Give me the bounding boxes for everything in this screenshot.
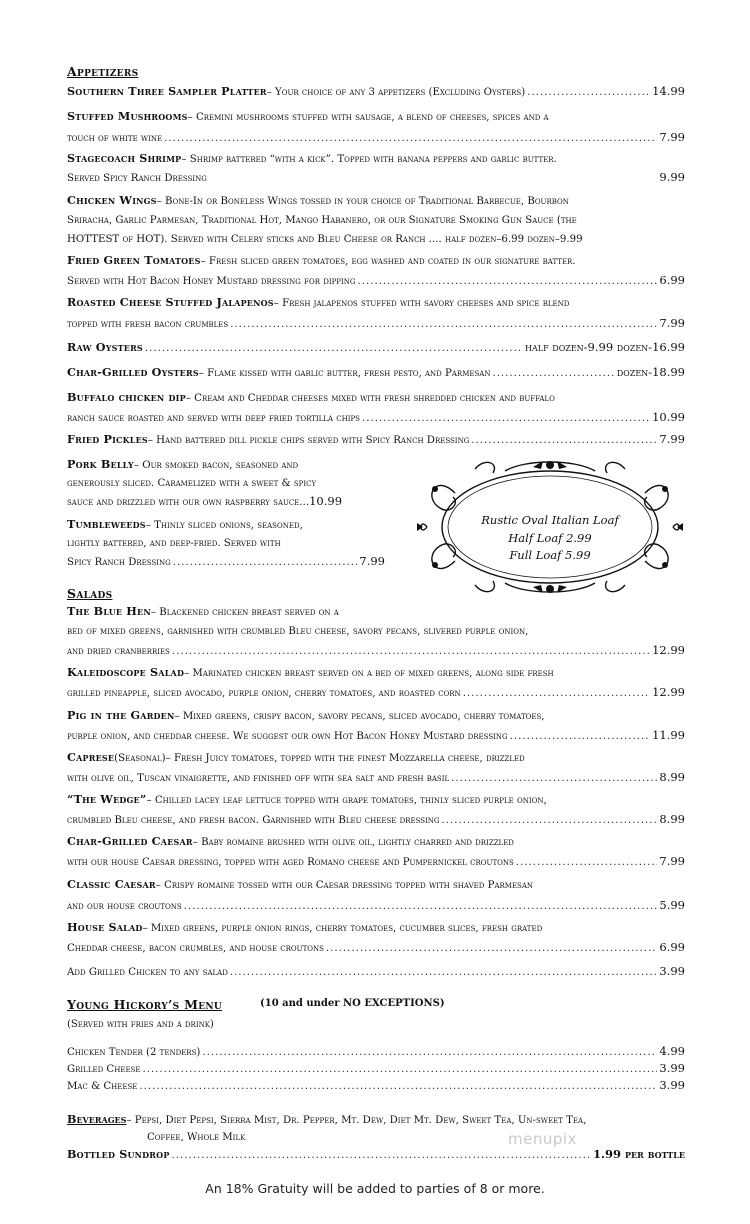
item-desc: with olive oil, Tuscan vinaigrette, and finished off with sea salt and fresh basil — [67, 773, 450, 784]
item-desc: – Chilled lacey leaf lettuce topped with grape tomatoes, thinly sliced purple onion, — [146, 795, 547, 806]
item-desc: HOTTEST of HOT). Served with Celery sticks and Bleu Cheese or Ranch .... half dozen–6.99 dozen–9.99 — [67, 234, 583, 245]
item-desc: – Flame kissed with garlic butter, fresh pesto, and Parmesan — [198, 368, 491, 379]
item-desc: ranch sauce roasted and served with deep fried tortilla chips — [67, 413, 360, 424]
kids-item-chicken-tender — [67, 1043, 685, 1061]
item-price: 6.99 — [659, 273, 685, 287]
item-price: 1.99 per bottle — [592, 1147, 685, 1161]
item-price: 12.99 — [652, 685, 685, 699]
menu-item-caprese — [67, 749, 685, 787]
item-name: Pork Belly — [67, 457, 134, 471]
item-name: The Blue Hen — [67, 604, 151, 618]
dot-leader — [164, 130, 657, 147]
dot-leader — [202, 1044, 657, 1061]
item-desc: topped with fresh bacon crumbles — [67, 319, 229, 330]
item-desc: touch of white wine — [67, 133, 163, 144]
item-name: Classic Caesar — [67, 877, 156, 891]
item-name: Char-Grilled Oysters — [67, 365, 199, 379]
item-desc: grilled pineapple, sliced avocado, purple onion, cherry tomatoes, and roasted corn — [67, 688, 461, 699]
dot-leader — [142, 1061, 657, 1078]
menu-item-stagecoach-shrimp — [67, 150, 685, 187]
menu-item-pig-in-the-garden — [67, 707, 685, 745]
item-desc: – Mixed greens, purple onion rings, cherry tomatoes, cucumber slices, fresh grated — [142, 923, 543, 934]
dot-leader — [358, 273, 658, 290]
item-desc: – Blackened chicken breast served on a — [150, 607, 339, 618]
menu-item-blue-hen — [67, 603, 685, 660]
beverages-section — [67, 1111, 685, 1164]
beverages-desc: – Pepsi, Diet Pepsi, Sierra Mist, Dr. Pepper, Mt. Dew, Diet Mt. Dew, Sweet Tea, Un-sweet Tea, — [126, 1115, 587, 1126]
item-name: Stuffed Mushrooms — [67, 109, 188, 123]
kids-item-mac-cheese — [67, 1077, 685, 1095]
item-name: Bottled Sundrop — [67, 1147, 170, 1161]
item-price: 4.99 — [659, 1044, 685, 1058]
item-price: 3.99 — [659, 1078, 685, 1092]
dot-leader — [442, 812, 658, 829]
menu-item-buffalo-chicken-dip — [67, 389, 685, 427]
dot-leader — [471, 432, 657, 449]
item-desc: – Your choice of any 3 appetizers (Excluding Oysters) — [266, 87, 526, 98]
item-desc: and our house croutons — [67, 901, 182, 912]
menu-item-pork-belly — [67, 456, 392, 511]
menu-item-tumbleweeds — [67, 516, 385, 571]
dot-leader — [326, 940, 657, 957]
item-name: Raw Oysters — [67, 340, 143, 354]
item-price: 6.99 — [659, 940, 685, 954]
item-price: 3.99 — [659, 964, 685, 978]
item-name: Southern Three Sampler Platter — [67, 84, 267, 98]
menu-item-southern-sampler — [67, 83, 685, 101]
dot-leader — [230, 964, 658, 981]
dot-leader — [184, 898, 658, 915]
bread-frame — [415, 453, 685, 601]
dot-leader — [516, 854, 658, 871]
watermark: menupix — [508, 1130, 577, 1148]
item-desc: bed of mixed greens, garnished with crumbled Bleu cheese, savory pecans, slivered purple onion, — [67, 626, 529, 637]
item-name: Kaleidoscope Salad — [67, 665, 185, 679]
item-price: 5.99 — [659, 898, 685, 912]
item-desc: – Mixed greens, crispy bacon, savory pecans, sliced avocado, cherry tomatoes, — [174, 711, 545, 722]
bread-title: Rustic Oval Italian Loaf — [481, 513, 619, 527]
item-name: Pig in the Garden — [67, 708, 175, 722]
item-desc: Cheddar cheese, bacon crumbles, and house croutons — [67, 943, 324, 954]
item-desc: lightly battered, and deep-fried. Served with — [67, 538, 281, 549]
item-price: half dozen-9.99 dozen-16.99 — [525, 340, 685, 354]
item-desc: – Cremini mushrooms stuffed with sausage, a blend of cheeses, spices and a — [187, 112, 549, 123]
beverages-title: Beverages — [67, 1112, 127, 1126]
appetizers-title: Appetizers — [67, 64, 139, 79]
item-desc: – Shrimp battered “with a kick”. Topped with banana peppers and garlic butter. — [181, 154, 557, 165]
item-price: 14.99 — [652, 84, 685, 98]
item-name: House Salad — [67, 920, 143, 934]
menu-item-classic-caesar — [67, 876, 685, 915]
item-desc: generously sliced. Caramelized with a sweet & spicy — [67, 478, 317, 489]
menu-item-fried-green-tomatoes — [67, 252, 685, 290]
item-name-note: (Seasonal) — [114, 753, 166, 764]
item-desc: – Baby romaine brushed with olive oil, lightly charred and drizzled — [192, 837, 514, 848]
kids-menu-title: Young Hickory’s Menu — [67, 997, 223, 1012]
menu-item-stuffed-jalapenos — [67, 294, 685, 333]
gratuity-note: An 18% Gratuity will be added to parties of 8 or more. — [205, 1181, 545, 1196]
dot-leader — [145, 340, 523, 357]
item-desc: – Fresh Juicy tomatoes, topped with the finest Mozzarella cheese, drizzled — [165, 753, 525, 764]
item-price: 10.99 — [652, 410, 685, 424]
item-desc: with our house Caesar dressing, topped with aged Romano cheese and Pumpernickel croutons — [67, 857, 514, 868]
item-price: 11.99 — [652, 728, 685, 742]
item-desc: Mac & Cheese — [67, 1081, 138, 1092]
item-price: 7.99 — [359, 554, 385, 568]
dot-leader — [492, 365, 614, 382]
item-desc: – Bone-In or Boneless Wings tossed in your choice of Traditional Barbecue, Bourbon — [156, 196, 569, 207]
item-price: 10.99 — [309, 494, 343, 508]
item-name: Tumbleweeds — [67, 517, 146, 531]
bread-full-loaf: Full Loaf 5.99 — [509, 548, 591, 562]
item-price: 7.99 — [659, 854, 685, 868]
item-price: 9.99 — [659, 170, 685, 184]
beverages-desc: Coffee, Whole Milk — [147, 1132, 246, 1143]
item-desc: – Fresh sliced green tomatoes, egg washed and coated in our signature batter. — [200, 256, 576, 267]
dot-leader — [463, 685, 650, 702]
item-price: 8.99 — [659, 770, 685, 784]
item-desc: and dried cranberries — [67, 646, 170, 657]
dot-leader — [139, 1078, 657, 1095]
item-name: Caprese — [67, 750, 115, 764]
item-desc: Served Spicy Ranch Dressing — [67, 173, 207, 184]
dot-leader — [172, 643, 650, 660]
item-name: Stagecoach Shrimp — [67, 151, 182, 165]
dot-leader — [230, 316, 657, 333]
salads-title: Salads — [67, 586, 113, 601]
menu-item-kaleidoscope — [67, 664, 685, 702]
item-name: Fried Green Tomatoes — [67, 253, 201, 267]
item-desc: sauce and drizzled with our own raspberry sauce... — [67, 497, 310, 508]
item-desc: Sriracha, Garlic Parmesan, Traditional Hot, Mango Habanero, or our Signature Smoking Gun Sauce (the — [67, 215, 577, 226]
dot-leader — [173, 554, 358, 571]
dot-leader — [451, 770, 657, 787]
item-desc: – Marinated chicken breast served on a bed of mixed greens, along side fresh — [184, 668, 554, 679]
item-desc: Chicken Tender (2 tenders) — [67, 1047, 201, 1058]
menu-item-fried-pickles — [67, 431, 685, 449]
menu-item-stuffed-mushrooms — [67, 108, 685, 147]
kids-menu-subtitle: (Served with fries and a drink) — [67, 1019, 214, 1030]
item-price: 3.99 — [659, 1061, 685, 1075]
item-desc: – Hand battered dill pickle chips served with Spicy Ranch Dressing — [147, 435, 470, 446]
kids-item-grilled-cheese — [67, 1060, 685, 1078]
item-price: 8.99 — [659, 812, 685, 826]
menu-item-house-salad — [67, 919, 685, 957]
menu-item-the-wedge — [67, 791, 685, 829]
item-desc: – Cream and Cheddar cheeses mixed with fresh shredded chicken and buffalo — [185, 393, 555, 404]
item-name: Buffalo chicken dip — [67, 390, 186, 404]
menu-item-char-grilled-oysters — [67, 364, 685, 382]
item-desc: – Crispy romaine tossed with our Caesar dressing topped with shaved Parmesan — [155, 880, 534, 891]
menu-item-chicken-wings — [67, 192, 685, 248]
menu-item-add-grilled-chicken — [67, 963, 685, 981]
item-name: “The Wedge” — [67, 792, 147, 806]
item-name: Roasted Cheese Stuffed Jalapenos — [67, 295, 274, 309]
menu-item-raw-oysters — [67, 339, 685, 357]
item-desc: Spicy Ranch Dressing — [67, 557, 171, 568]
item-desc: – Thinly sliced onions, seasoned, — [145, 520, 303, 531]
item-desc: – Our smoked bacon, seasoned and — [133, 460, 299, 471]
item-name: Char-Grilled Caesar — [67, 834, 193, 848]
item-price: 7.99 — [659, 130, 685, 144]
dot-leader — [172, 1147, 591, 1164]
item-desc: Add Grilled Chicken to any salad — [67, 967, 228, 978]
item-desc: – Fresh jalapenos stuffed with savory cheeses and spice blend — [273, 298, 570, 309]
ornate-frame-icon — [415, 453, 685, 601]
item-price: dozen-18.99 — [616, 365, 685, 379]
menu-item-char-grilled-caesar — [67, 833, 685, 871]
kids-menu-note: (10 and under NO EXCEPTIONS) — [260, 998, 445, 1009]
item-price: 12.99 — [652, 643, 685, 657]
dot-leader — [362, 410, 650, 427]
item-price: 7.99 — [659, 316, 685, 330]
item-name: Chicken Wings — [67, 193, 157, 207]
bread-half-loaf: Half Loaf 2.99 — [508, 531, 592, 545]
item-price: 7.99 — [659, 432, 685, 446]
item-desc: Grilled Cheese — [67, 1064, 141, 1075]
dot-leader — [527, 84, 650, 101]
dot-leader — [510, 728, 650, 745]
item-desc: purple onion, and cheddar cheese. We suggest our own Hot Bacon Honey Mustard dressing — [67, 731, 508, 742]
item-desc: Served with Hot Bacon Honey Mustard dressing for dipping — [67, 276, 356, 287]
item-desc: crumbled Bleu cheese, and fresh bacon. Garnished with Bleu cheese dressing — [67, 815, 440, 826]
item-name: Fried Pickles — [67, 432, 148, 446]
